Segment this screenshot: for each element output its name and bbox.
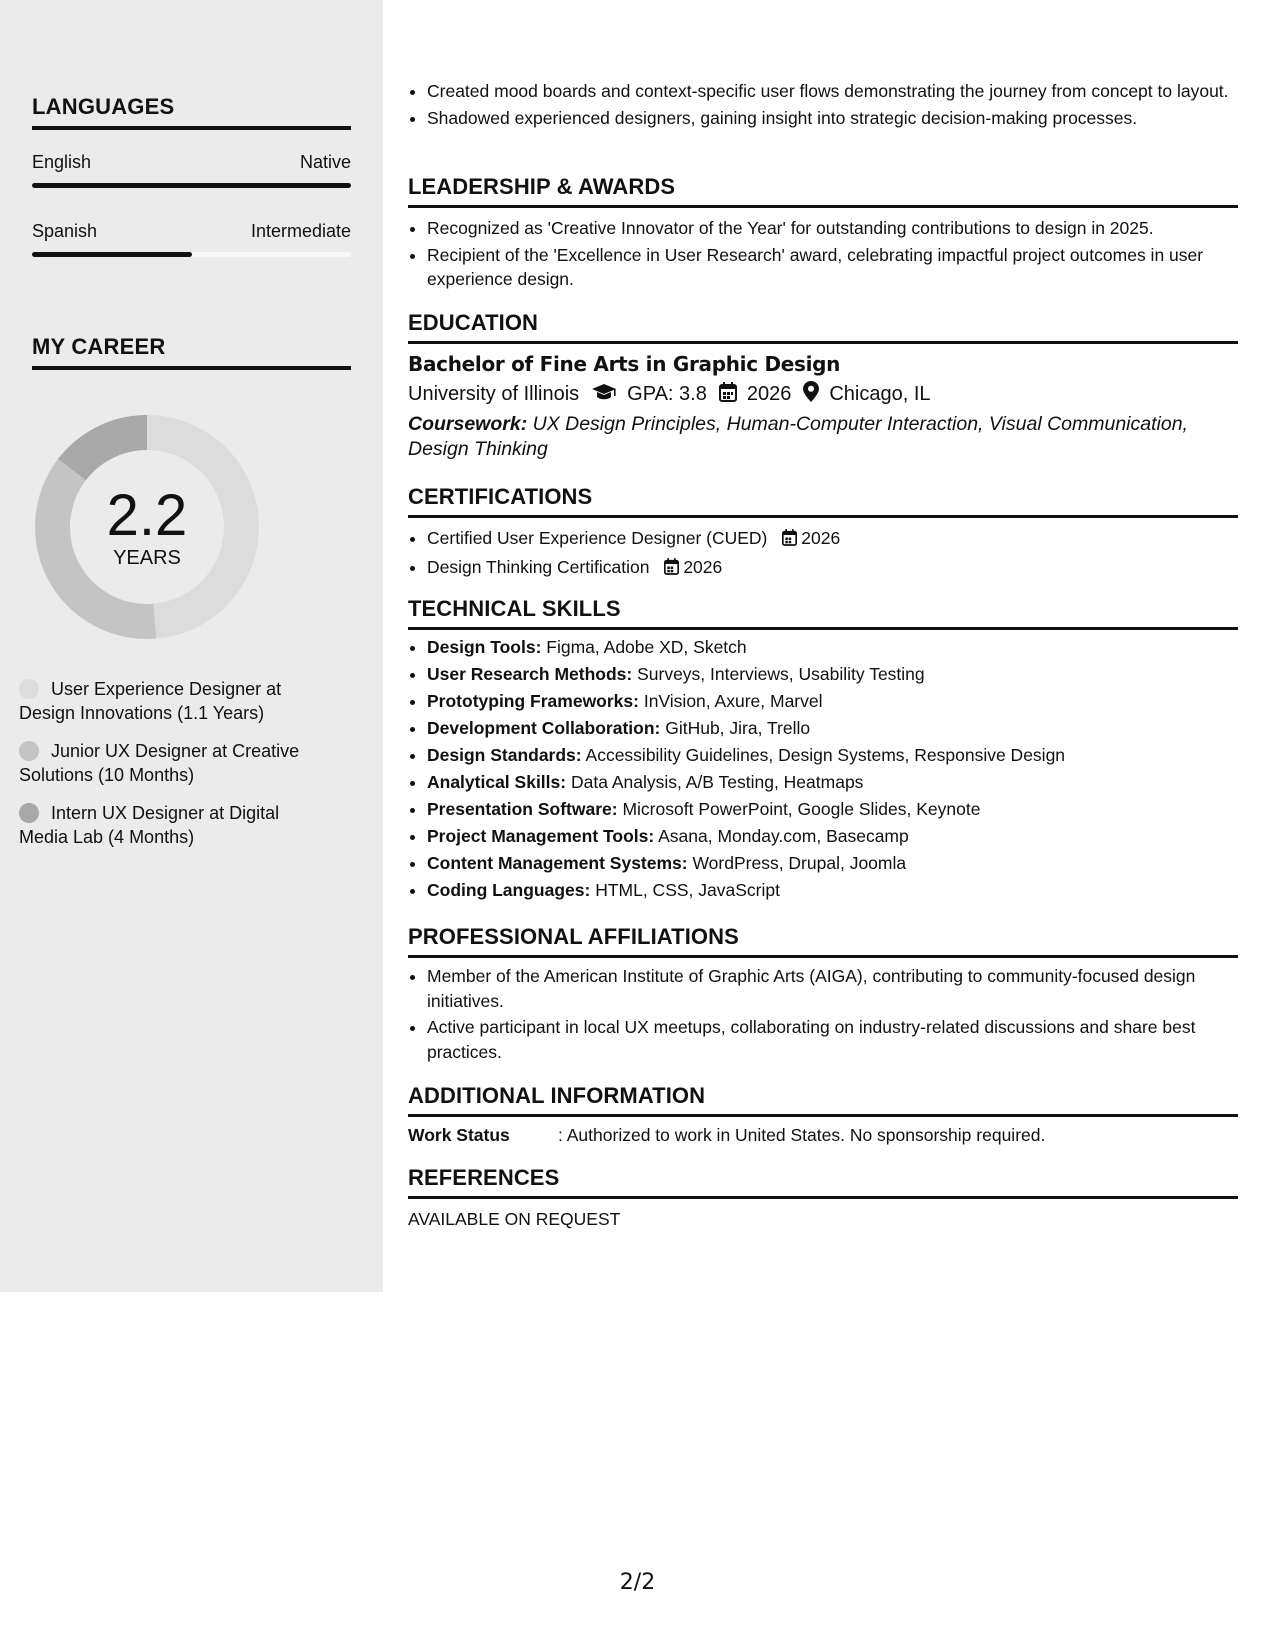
- career-total-unit: YEARS: [113, 546, 181, 569]
- graduation-cap-icon: [591, 383, 617, 407]
- list-item: • Active participant in local UX meetups, collaborating on industry-related discussions and share best practices.: [427, 1015, 1257, 1064]
- list-item: [427, 797, 1257, 822]
- skill-label: Analytical Skills:: [427, 772, 567, 792]
- location-pin-icon: [803, 381, 819, 408]
- list-item: [427, 555, 1257, 582]
- skill-label: User Research Methods:: [427, 664, 633, 684]
- calendar-icon: [719, 382, 737, 408]
- list-item: • Recipient of the 'Excellence in User Research' award, celebrating impactful project outcomes in user experience design.: [427, 243, 1257, 292]
- career-donut-chart: [34, 414, 260, 640]
- certification-name: Design Thinking Certification: [427, 556, 650, 577]
- sidebar: [0, 0, 383, 1292]
- coursework-label: Coursework:: [408, 413, 528, 435]
- language-bar-spanish: [32, 252, 351, 257]
- certifications-heading: CERTIFICATIONS: [408, 484, 1238, 518]
- leadership-heading: LEADERSHIP & AWARDS: [408, 174, 1238, 208]
- list-item: [427, 635, 1257, 660]
- skill-value: HTML, CSS, JavaScript: [590, 880, 780, 900]
- skill-label: Content Management Systems:: [427, 853, 688, 873]
- skill-value: InVision, Axure, Marvel: [638, 691, 823, 711]
- skill-value: Figma, Adobe XD, Sketch: [541, 637, 747, 657]
- career-item: [19, 801, 309, 849]
- skills-list: [408, 635, 1257, 905]
- certifications-list: [408, 526, 1257, 583]
- certification-year: 2026: [801, 528, 841, 548]
- career-item: [19, 677, 309, 725]
- language-level: Intermediate: [250, 221, 351, 241]
- affiliations-list: [408, 964, 1257, 1066]
- education-location: Chicago, IL: [829, 383, 931, 405]
- education-coursework: [408, 412, 1228, 462]
- list-item: • Member of the American Institute of Graphic Arts (AIGA), contributing to community-focused design initiatives.: [427, 964, 1257, 1013]
- skill-value: Data Analysis, A/B Testing, Heatmaps: [566, 772, 864, 792]
- list-item: [427, 878, 1257, 903]
- career-legend-dot: [19, 679, 39, 699]
- skill-label: Development Collaboration:: [427, 718, 661, 738]
- list-item: [427, 689, 1257, 714]
- languages-heading: LANGUAGES: [32, 94, 351, 130]
- language-name: Spanish: [32, 221, 98, 241]
- language-row-spanish: [32, 221, 351, 242]
- list-item: • Recognized as 'Creative Innovator of the Year' for outstanding contributions to design in 2025.: [427, 216, 1257, 241]
- career-item-text: User Experience Designer at Design Innovations (1.1 Years): [19, 679, 282, 723]
- list-item: [427, 851, 1257, 876]
- education-degree: Bachelor of Fine Arts in Graphic Design: [408, 352, 841, 376]
- language-row-english: [32, 152, 351, 173]
- skill-label: Coding Languages:: [427, 880, 591, 900]
- language-name: English: [32, 152, 92, 172]
- skill-label: Project Management Tools:: [427, 826, 655, 846]
- references-heading: REFERENCES: [408, 1165, 1238, 1199]
- experience-bullets: [408, 79, 1257, 132]
- career-heading: MY CAREER: [32, 334, 351, 370]
- language-bar-fill: [32, 183, 351, 188]
- career-legend-dot: [19, 741, 39, 761]
- donut-center-label: [34, 414, 260, 640]
- career-item-text: Junior UX Designer at Creative Solutions (10 Months): [19, 741, 300, 785]
- skills-heading: TECHNICAL SKILLS: [408, 596, 1238, 630]
- certification-year: 2026: [683, 556, 723, 577]
- skill-label: Prototyping Frameworks:: [427, 691, 639, 711]
- skill-value: Surveys, Interviews, Usability Testing: [632, 664, 925, 684]
- list-item: [427, 662, 1257, 687]
- language-bar-fill: [32, 252, 192, 257]
- education-gpa: GPA: 3.8: [627, 383, 707, 405]
- skill-value: WordPress, Drupal, Joomla: [687, 853, 907, 873]
- skill-value: Accessibility Guidelines, Design Systems, Responsive Design: [581, 745, 1066, 765]
- calendar-icon: [664, 557, 679, 582]
- list-item: [427, 743, 1257, 768]
- additional-info-heading: ADDITIONAL INFORMATION: [408, 1083, 1238, 1117]
- list-item: • Created mood boards and context-specific user flows demonstrating the journey from concept to layout.: [427, 79, 1257, 104]
- work-status-value: : Authorized to work in United States. No sponsorship required.: [558, 1125, 1046, 1145]
- education-heading: EDUCATION: [408, 310, 1238, 344]
- work-status-label: Work Status: [408, 1125, 510, 1145]
- work-status-row: [408, 1125, 1045, 1146]
- education-meta: [408, 381, 931, 408]
- skill-value: Microsoft PowerPoint, Google Slides, Keynote: [617, 799, 981, 819]
- page-number: 2/2: [619, 1570, 656, 1595]
- skill-value: GitHub, Jira, Trello: [660, 718, 811, 738]
- career-item: [19, 739, 309, 787]
- education-school: University of Illinois: [408, 383, 580, 405]
- affiliations-heading: PROFESSIONAL AFFILIATIONS: [408, 924, 1238, 958]
- education-year: 2026: [746, 383, 792, 405]
- list-item: [427, 716, 1257, 741]
- skill-value: Asana, Monday.com, Basecamp: [654, 826, 909, 846]
- skill-label: Presentation Software:: [427, 799, 618, 819]
- career-legend-dot: [19, 803, 39, 823]
- list-item: [427, 526, 1257, 553]
- skill-label: Design Standards:: [427, 745, 582, 765]
- coursework-text: UX Design Principles, Human-Computer Interaction, Visual Communication, Design Thinking: [408, 413, 1188, 460]
- language-bar-english: [32, 183, 351, 188]
- list-item: [427, 824, 1257, 849]
- career-total-value: 2.2: [106, 482, 188, 548]
- career-item-text: Intern UX Designer at Digital Media Lab (4 Months): [19, 803, 280, 847]
- leadership-list: [408, 216, 1257, 294]
- certification-name: Certified User Experience Designer (CUED): [427, 528, 768, 548]
- list-item: • Shadowed experienced designers, gaining insight into strategic decision-making processes.: [427, 106, 1257, 131]
- skill-label: Design Tools:: [427, 637, 542, 657]
- list-item: [427, 770, 1257, 795]
- calendar-icon: [782, 528, 797, 553]
- references-text: AVAILABLE ON REQUEST: [408, 1209, 621, 1229]
- language-level: Native: [299, 152, 351, 172]
